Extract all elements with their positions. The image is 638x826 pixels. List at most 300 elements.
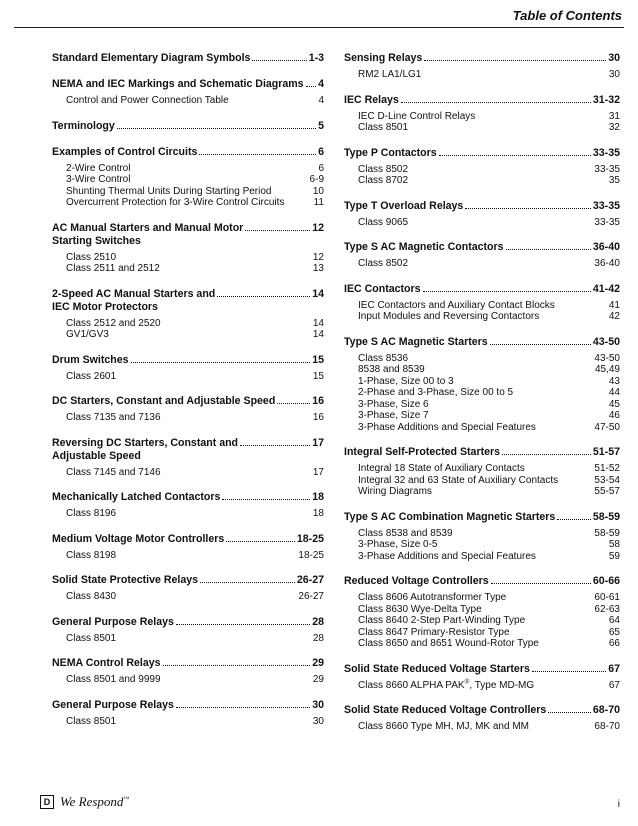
toc-heading-title: Solid State Reduced Voltage Controllers xyxy=(344,704,547,716)
toc-subitem-page: 43 xyxy=(608,375,620,387)
toc-subitem-page: 44 xyxy=(608,387,620,398)
toc-subitem[interactable] xyxy=(52,95,324,107)
toc-subitems xyxy=(344,680,620,692)
toc-heading-page: 1-3 xyxy=(308,52,324,64)
toc-heading-title: DC Starters, Constant and Adjustable Speed xyxy=(52,395,276,407)
toc-section-heading[interactable] xyxy=(344,52,620,65)
toc-heading-title: Type P Contactors xyxy=(344,146,437,159)
toc-subitem-page: 45 xyxy=(608,398,620,410)
toc-section xyxy=(52,288,324,341)
toc-subitem-page: 16 xyxy=(312,412,324,423)
toc-heading-title: Type S AC Magnetic Starters xyxy=(344,335,488,348)
toc-heading-page: 17 xyxy=(312,436,324,449)
toc-subitem-page: 28 xyxy=(312,632,324,644)
toc-subitem-page: 30 xyxy=(312,715,324,727)
toc-heading-page: 5 xyxy=(318,119,324,132)
toc-subitem[interactable] xyxy=(52,371,324,383)
toc-subitem[interactable] xyxy=(52,467,324,479)
header-rule xyxy=(14,27,624,28)
toc-subitem-page: 26-27 xyxy=(298,591,324,602)
toc-subitems xyxy=(344,300,620,323)
toc-subitem-page: 4 xyxy=(318,95,324,106)
toc-subitems xyxy=(52,508,324,520)
dot-leader xyxy=(506,249,591,250)
toc-section xyxy=(52,354,324,383)
toc-heading-page: 12 xyxy=(312,221,324,234)
square-d-logo-icon: D xyxy=(40,795,54,809)
toc-subitem-page: 10 xyxy=(312,185,324,197)
toc-subitem[interactable] xyxy=(52,174,324,186)
toc-subitem[interactable] xyxy=(52,412,324,424)
dot-leader xyxy=(217,296,310,297)
toc-subitem-page: 41 xyxy=(608,299,620,311)
toc-subitems xyxy=(344,463,620,498)
toc-subitem-page: 68-70 xyxy=(594,721,620,732)
toc-subitem[interactable] xyxy=(52,329,324,341)
toc-subitem-label: 3-Phase Additions and Special Features xyxy=(358,421,536,433)
toc-section-heading[interactable] xyxy=(344,704,620,717)
toc-subitem-page: 14 xyxy=(312,317,324,329)
dot-leader xyxy=(131,362,311,363)
toc-subitems xyxy=(344,721,620,733)
dot-leader xyxy=(401,102,591,103)
toc-subitem[interactable] xyxy=(344,410,620,422)
toc-section xyxy=(344,94,620,134)
toc-heading-title: Reduced Voltage Controllers xyxy=(344,575,489,587)
toc-heading-page: 16 xyxy=(312,395,324,407)
toc-subitem[interactable] xyxy=(344,399,620,411)
toc-heading-page: 67 xyxy=(608,662,620,675)
toc-subitem-label: Input Modules and Reversing Contactors xyxy=(358,311,540,322)
toc-heading-title: IEC Relays xyxy=(344,93,399,106)
toc-section-heading[interactable] xyxy=(52,354,324,367)
toc-heading-page: 6 xyxy=(318,145,324,158)
toc-section xyxy=(52,616,324,645)
toc-subitems xyxy=(52,412,324,424)
toc-subitem-page: 47-50 xyxy=(594,421,620,433)
toc-heading-page: 28 xyxy=(312,615,324,628)
toc-heading-title: Examples of Control Circuits xyxy=(52,145,198,158)
toc-subitem-page: 45,49 xyxy=(594,364,620,375)
toc-subitem-label: Class 8538 and 8539 xyxy=(358,527,453,539)
toc-section xyxy=(344,704,620,733)
toc-subitem-page: 29 xyxy=(312,674,324,685)
toc-section xyxy=(52,491,324,520)
toc-section xyxy=(52,395,324,424)
toc-heading-page: 60-66 xyxy=(592,575,620,587)
toc-heading-page: 15 xyxy=(312,353,324,366)
toc-subitem-page: 33-35 xyxy=(594,163,620,175)
toc-subitem-label: Class 8647 Primary-Resistor Type xyxy=(358,626,510,638)
toc-subitems xyxy=(52,674,324,686)
toc-subitem[interactable] xyxy=(344,175,620,187)
dot-leader xyxy=(439,155,591,156)
dot-leader xyxy=(490,344,591,345)
toc-heading-page: 30 xyxy=(312,698,324,711)
toc-subitem[interactable] xyxy=(344,486,620,498)
toc-heading-page: 18-25 xyxy=(296,532,324,545)
toc-subitem[interactable] xyxy=(344,122,620,134)
toc-heading-title: Solid State Protective Relays xyxy=(52,574,199,586)
toc-section xyxy=(52,657,324,686)
toc-heading-page: 51-57 xyxy=(592,446,620,458)
toc-subitem[interactable] xyxy=(344,604,620,616)
toc-subitem-page: 59 xyxy=(608,550,620,562)
toc-subitem-label: Class 8502 xyxy=(358,258,409,269)
dot-leader xyxy=(423,291,591,292)
toc-subitem-page: 36-40 xyxy=(594,258,620,269)
toc-subitem-label: Class 2512 and 2520 xyxy=(66,317,161,329)
toc-subitem[interactable] xyxy=(344,364,620,376)
toc-section-heading[interactable] xyxy=(52,574,324,587)
toc-subitem-label: Class 2510 xyxy=(66,251,117,263)
toc-subitem-label: Class 9065 xyxy=(358,216,409,228)
toc-subitem-page: 11 xyxy=(313,197,324,208)
page-header-title: Table of Contents xyxy=(512,8,622,23)
toc-subitem[interactable] xyxy=(52,508,324,520)
toc-section xyxy=(52,52,324,65)
toc-subitem-label: Class 8536 xyxy=(358,352,409,364)
dot-leader xyxy=(252,60,306,61)
dot-leader xyxy=(245,230,310,231)
toc-subitem[interactable] xyxy=(344,551,620,563)
toc-subitem-label: 2-Phase and 3-Phase, Size 00 to 5 xyxy=(358,387,514,398)
toc-section-heading[interactable] xyxy=(52,395,324,408)
toc-subitem-label: Class 8650 and 8651 Wound-Rotor Type xyxy=(358,638,539,649)
toc-heading-title: General Purpose Relays xyxy=(52,698,174,711)
toc-subitem-label: Class 8196 xyxy=(66,508,117,519)
toc-heading-title: Terminology xyxy=(52,119,115,132)
toc-subitem-label: Class 8606 Autotransformer Type xyxy=(358,592,507,603)
toc-heading-title: NEMA Control Relays xyxy=(52,657,161,669)
toc-subitem-label: Class 8660 ALPHA PAK®, Type MD-MG xyxy=(358,678,535,691)
toc-section-heading[interactable] xyxy=(344,94,620,107)
toc-heading-title: Integral Self-Protected Starters xyxy=(344,446,501,458)
dot-leader xyxy=(226,541,295,542)
toc-section xyxy=(344,147,620,187)
toc-heading-page: 18 xyxy=(312,491,324,503)
toc-section xyxy=(344,663,620,692)
dot-leader xyxy=(163,665,311,666)
toc-subitem[interactable] xyxy=(344,422,620,434)
toc-subitem[interactable] xyxy=(344,528,620,540)
toc-section xyxy=(52,437,324,479)
toc-subitem-label: Class 8501 xyxy=(66,632,117,644)
toc-subitem-page: 60-61 xyxy=(594,592,620,603)
toc-subitem-page: 46 xyxy=(608,410,620,421)
toc-section-heading[interactable] xyxy=(344,147,620,160)
toc-subitem-label: Class 2511 and 2512 xyxy=(66,263,160,274)
toc-subitem-label: Class 2601 xyxy=(66,370,117,382)
toc-heading-page: 4 xyxy=(318,78,324,90)
toc-section-heading[interactable] xyxy=(344,663,620,676)
toc-subitems xyxy=(52,591,324,603)
dot-leader xyxy=(502,454,591,455)
toc-subitem[interactable] xyxy=(344,300,620,312)
toc-subitem[interactable] xyxy=(52,591,324,603)
toc-subitem-page: 66 xyxy=(608,638,620,649)
dot-leader xyxy=(491,583,591,584)
toc-subitem-page: 6 xyxy=(318,162,324,174)
toc-subitem[interactable] xyxy=(344,592,620,604)
toc-section-heading[interactable] xyxy=(344,575,620,588)
dot-leader xyxy=(532,671,606,672)
toc-subitem[interactable] xyxy=(52,318,324,330)
toc-section-heading[interactable] xyxy=(52,146,324,159)
toc-heading-title: Type S AC Combination Magnetic Starters xyxy=(344,510,556,523)
toc-section-heading[interactable] xyxy=(52,222,324,248)
toc-subitem-label: Class 8640 2-Step Part-Winding Type xyxy=(358,615,526,626)
toc-heading-title: Solid State Reduced Voltage Starters xyxy=(344,662,530,675)
toc-subitem[interactable] xyxy=(344,217,620,229)
toc-section-heading[interactable] xyxy=(344,241,620,254)
toc-subitem-label: Class 8660 Type MH, MJ, MK and MM xyxy=(358,721,529,732)
toc-subitems xyxy=(52,371,324,383)
toc-heading-title: Type T Overload Relays xyxy=(344,199,464,212)
toc-subitem-page: 30 xyxy=(608,69,620,80)
dot-leader xyxy=(199,154,316,155)
toc-subitem[interactable] xyxy=(344,353,620,365)
toc-section xyxy=(344,511,620,563)
toc-subitems xyxy=(52,550,324,562)
toc-heading-title: AC Manual Starters and Manual Motor Starting Switches xyxy=(52,221,244,247)
toc-section-heading[interactable] xyxy=(344,283,620,296)
toc-subitems xyxy=(344,258,620,270)
toc-heading-title: Type S AC Magnetic Contactors xyxy=(344,241,504,253)
toc-subitem-page: 31 xyxy=(608,110,620,122)
toc-subitems xyxy=(344,217,620,229)
toc-heading-title: 2-Speed AC Manual Starters and IEC Motor Protectors xyxy=(52,287,216,313)
toc-subitems xyxy=(344,528,620,563)
toc-section xyxy=(344,52,620,81)
toc-heading-page: 41-42 xyxy=(592,282,620,295)
toc-heading-page: 58-59 xyxy=(592,510,620,523)
toc-heading-title: Sensing Relays xyxy=(344,52,423,64)
toc-section xyxy=(344,446,620,498)
toc-heading-page: 29 xyxy=(312,657,324,669)
dot-leader xyxy=(222,499,310,500)
toc-section xyxy=(344,283,620,323)
toc-heading-title: Mechanically Latched Contactors xyxy=(52,491,221,503)
toc-subitem-label: Control and Power Connection Table xyxy=(66,95,229,106)
toc-subitem-label: Overcurrent Protection for 3-Wire Control Circuits xyxy=(66,197,285,208)
toc-section-heading[interactable] xyxy=(344,446,620,459)
toc-section xyxy=(52,222,324,275)
dot-leader xyxy=(306,86,317,87)
toc-subitem[interactable] xyxy=(344,69,620,81)
toc-subitem-page: 42 xyxy=(608,311,620,322)
toc-section xyxy=(52,78,324,107)
dot-leader xyxy=(548,712,591,713)
toc-subitem-page: 55-57 xyxy=(594,486,620,497)
toc-heading-page: 26-27 xyxy=(296,574,324,586)
toc-subitem[interactable] xyxy=(344,638,620,650)
toc-subitem[interactable] xyxy=(344,721,620,733)
toc-section-heading[interactable] xyxy=(52,491,324,504)
toc-section xyxy=(344,241,620,270)
toc-subitem-label: Integral 18 State of Auxiliary Contacts xyxy=(358,463,525,474)
toc-subitem-page: 67 xyxy=(608,679,620,691)
toc-heading-page: 43-50 xyxy=(592,335,620,348)
toc-section-heading[interactable] xyxy=(344,200,620,213)
toc-subitem[interactable] xyxy=(52,263,324,275)
toc-subitem[interactable] xyxy=(344,615,620,627)
toc-left-column xyxy=(52,52,324,740)
toc-section-heading[interactable] xyxy=(344,336,620,349)
toc-subitems xyxy=(52,467,324,479)
dot-leader xyxy=(240,445,310,446)
toc-section xyxy=(52,120,324,133)
toc-subitem-page: 35 xyxy=(608,175,620,186)
toc-subitem[interactable] xyxy=(52,252,324,264)
toc-heading-title: IEC Contactors xyxy=(344,282,421,295)
toc-subitem-label: GV1/GV3 xyxy=(66,329,109,340)
toc-subitem[interactable] xyxy=(344,463,620,475)
dot-leader xyxy=(277,403,310,404)
toc-subitem-page: 18 xyxy=(312,508,324,519)
dot-leader xyxy=(424,60,606,61)
brand-tagline: We Respond™ xyxy=(60,794,130,809)
toc-subitems xyxy=(52,163,324,209)
toc-subitems xyxy=(344,111,620,134)
dot-leader xyxy=(557,519,591,520)
toc-subitem[interactable] xyxy=(52,163,324,175)
toc-section xyxy=(344,575,620,650)
toc-subitem-page: 14 xyxy=(312,329,324,340)
toc-subitem-page: 32 xyxy=(608,122,620,133)
toc-section-heading[interactable] xyxy=(52,78,324,91)
toc-subitem-page: 65 xyxy=(608,626,620,638)
toc-subitem-label: Class 8430 xyxy=(66,591,117,602)
toc-section xyxy=(52,574,324,603)
toc-section xyxy=(344,200,620,229)
toc-subitem-label: Shunting Thermal Units During Starting Period xyxy=(66,185,272,197)
toc-subitem-label: RM2 LA1/LG1 xyxy=(358,69,422,80)
toc-subitem[interactable] xyxy=(52,197,324,209)
toc-heading-title: Drum Switches xyxy=(52,353,129,366)
dot-leader xyxy=(176,624,310,625)
toc-right-column xyxy=(344,52,620,746)
toc-heading-page: 33-35 xyxy=(592,199,620,212)
toc-subitem-label: Class 8501 and 9999 xyxy=(66,674,161,685)
toc-section-heading[interactable] xyxy=(52,437,324,463)
toc-subitem-label: 3-Wire Control xyxy=(66,174,131,185)
toc-subitem-label: 3-Phase Additions and Special Features xyxy=(358,550,536,562)
toc-subitem[interactable] xyxy=(52,716,324,728)
toc-subitem-page: 62-63 xyxy=(594,603,620,615)
dot-leader xyxy=(200,582,295,583)
toc-subitem[interactable] xyxy=(52,674,324,686)
toc-subitem-page: 64 xyxy=(608,615,620,626)
toc-subitem[interactable] xyxy=(344,627,620,639)
dot-leader xyxy=(465,208,591,209)
toc-subitem-page: 43-50 xyxy=(594,352,620,364)
toc-subitem-label: Class 8502 xyxy=(358,163,409,175)
toc-subitem[interactable] xyxy=(344,258,620,270)
toc-heading-title: Standard Elementary Diagram Symbols xyxy=(52,52,251,64)
toc-section-heading[interactable] xyxy=(52,657,324,670)
toc-subitem[interactable] xyxy=(344,680,620,692)
toc-heading-title: NEMA and IEC Markings and Schematic Diagrams xyxy=(52,78,304,90)
toc-subitem[interactable] xyxy=(344,539,620,551)
toc-heading-title: Reversing DC Starters, Constant and Adjustable Speed xyxy=(52,436,239,462)
toc-subitem-page: 51-52 xyxy=(594,463,620,474)
footer-brand xyxy=(40,794,129,810)
toc-subitem-label: Class 8501 xyxy=(358,122,409,133)
toc-subitem[interactable] xyxy=(344,475,620,487)
toc-subitem-label: Class 7135 and 7136 xyxy=(66,412,161,423)
toc-subitem-label: Class 8702 xyxy=(358,175,409,186)
toc-subitems xyxy=(52,318,324,341)
toc-subitem-label: Wiring Diagrams xyxy=(358,486,432,497)
toc-subitems xyxy=(52,95,324,107)
toc-subitems xyxy=(344,592,620,650)
toc-subitem-label: Class 8501 xyxy=(66,715,117,727)
toc-subitem-page: 15 xyxy=(312,370,324,382)
toc-subitem-page: 12 xyxy=(312,251,324,263)
toc-subitem-label: 3-Phase, Size 0-5 xyxy=(358,539,438,550)
toc-subitem[interactable] xyxy=(52,550,324,562)
toc-subitem-page: 58 xyxy=(608,539,620,550)
toc-section xyxy=(52,533,324,562)
toc-subitem-label: 2-Wire Control xyxy=(66,162,131,174)
toc-subitem[interactable] xyxy=(52,633,324,645)
toc-heading-page: 68-70 xyxy=(592,704,620,716)
toc-subitem-page: 33-35 xyxy=(594,216,620,228)
toc-subitem[interactable] xyxy=(344,164,620,176)
dot-leader xyxy=(117,128,316,129)
toc-section-heading[interactable] xyxy=(52,52,324,65)
toc-subitem-label: 3-Phase, Size 7 xyxy=(358,410,429,421)
toc-subitems xyxy=(344,164,620,187)
toc-subitem-page: 6-9 xyxy=(309,174,324,185)
toc-section-heading[interactable] xyxy=(52,288,324,314)
toc-subitem-label: IEC D-Line Control Relays xyxy=(358,110,476,122)
toc-subitem-label: 3-Phase, Size 6 xyxy=(358,398,429,410)
toc-subitem-page: 53-54 xyxy=(594,474,620,486)
toc-subitems xyxy=(52,252,324,275)
toc-subitems xyxy=(344,353,620,434)
toc-subitem-label: Class 8198 xyxy=(66,549,117,561)
toc-subitem-label: 8538 and 8539 xyxy=(358,364,425,375)
toc-heading-title: Medium Voltage Motor Controllers xyxy=(52,532,225,545)
toc-section-heading[interactable] xyxy=(344,511,620,524)
toc-subitem[interactable] xyxy=(344,311,620,323)
toc-heading-page: 30 xyxy=(608,52,620,64)
toc-section xyxy=(52,699,324,728)
toc-subitem-page: 17 xyxy=(312,466,324,478)
toc-heading-title: General Purpose Relays xyxy=(52,615,174,628)
toc-subitem[interactable] xyxy=(52,186,324,198)
toc-heading-page: 14 xyxy=(312,287,324,300)
toc-heading-page: 33-35 xyxy=(592,146,620,159)
toc-subitem-page: 58-59 xyxy=(594,527,620,539)
toc-section-heading[interactable] xyxy=(52,699,324,712)
toc-subitem-label: Integral 32 and 63 State of Auxiliary Contacts xyxy=(358,474,559,486)
toc-subitem[interactable] xyxy=(344,111,620,123)
toc-subitem[interactable] xyxy=(344,376,620,388)
toc-subitem-label: 1-Phase, Size 00 to 3 xyxy=(358,375,454,387)
dot-leader xyxy=(176,707,310,708)
toc-subitems xyxy=(344,69,620,81)
toc-subitem[interactable] xyxy=(344,387,620,399)
toc-section-heading[interactable] xyxy=(52,120,324,133)
toc-section xyxy=(52,146,324,209)
toc-section-heading[interactable] xyxy=(52,616,324,629)
toc-section-heading[interactable] xyxy=(52,533,324,546)
toc-subitem-label: Class 8630 Wye-Delta Type xyxy=(358,603,482,615)
toc-subitem-label: Class 7145 and 7146 xyxy=(66,466,161,478)
